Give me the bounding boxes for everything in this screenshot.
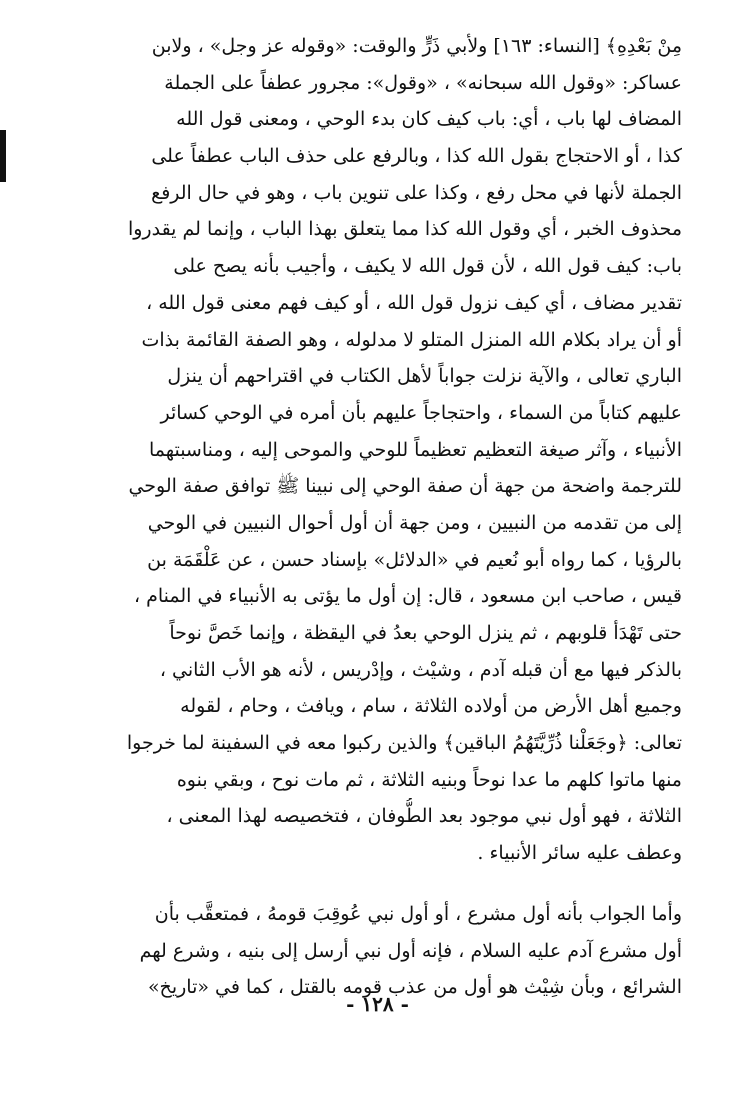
text-line: الشرائع ، وبأن شِيْث هو أول من عذب قومه بالقتل ، كما في «تاريخ» <box>147 976 682 999</box>
text-line: وجميع أهل الأرض من أولاده الثلاثة ، سام ، ويافث ، وحام ، لقوله <box>180 695 682 718</box>
paragraph-gap <box>104 872 682 896</box>
text-line: الباري تعالى ، والآية نزلت جواباً لأهل الكتاب في اقتراحهم أن ينزل <box>167 365 682 388</box>
text-line: إلى من تقدمه من النبيين ، ومن جهة أن أول أحوال النبيين في الوحي <box>147 511 682 534</box>
text-line: عليهم كتاباً من السماء ، واحتجاجاً عليهم بأن أمره في الوحي كسائر <box>160 401 682 424</box>
text-line: وأما الجواب بأنه أول مشرع ، أو أول نبي عُوقِبَ قومهُ ، فمتعقَّب بأن <box>154 902 682 925</box>
text-line: بالرؤيا ، كما رواه أبو نُعيم في «الدلائل» بإسناد حسن ، عن عَلْقَمَة بن <box>147 548 682 571</box>
text-line: للترجمة واضحة من جهة أن صفة الوحي إلى نبينا ﷺ توافق صفة الوحي <box>128 475 682 498</box>
text-line: وعطف عليه سائر الأنبياء . <box>477 842 682 865</box>
text-line: أو أن يراد بكلام الله المنزل المتلو لا مدلوله ، وهو الصفة القائمة بذات <box>141 328 682 351</box>
text-line: تقدير مضاف ، أي كيف نزول قول الله ، أو كيف فهم معنى قول الله ، <box>146 291 682 314</box>
text-line: تعالى: ﴿وجَعَلْنا ذُرِّيَّتَهُمُ الباقين﴾ والذين ركبوا معه في السفينة لما خرجوا <box>126 732 682 755</box>
text-line: عساكر: «وقول الله سبحانه» ، «وقول»: مجرور عطفاً على الجملة <box>164 71 682 94</box>
text-line: الأنبياء ، وآثر صيغة التعظيم تعظيماً للوحي والموحى إليه ، ومناسبتهما <box>148 438 682 461</box>
text-line: المضاف لها باب ، أي: باب كيف كان بدء الوحي ، ومعنى قول الله <box>176 108 682 131</box>
text-line: أول مشرع آدم عليه السلام ، فإنه أول نبي أرسل إلى بنيه ، وشرع لهم <box>139 939 682 962</box>
text-line: الجملة لأنها في محل رفع ، وكذا على تنوين باب ، وهو في حال الرفع <box>151 181 682 204</box>
main-text <box>104 28 682 1006</box>
scan-margin-mark <box>0 130 6 182</box>
text-line: بالذكر فيها مع أن قبله آدم ، وشيْث ، وإدْريس ، لأنه هو الأب الثاني ، <box>159 658 682 681</box>
text-line: مِنْ بَعْدِهِ﴾ [النساء: ١٦٣] ولأبي ذَرٍّ والوقت: «وقوله عز وجل» ، ولابن <box>151 35 682 57</box>
page-number: - ١٢٨ - <box>346 992 409 1016</box>
text-line: كذا ، أو الاحتجاج بقول الله كذا ، وبالرفع على حذف الباب عطفاً على <box>151 145 682 168</box>
text-line: منها ماتوا كلهم ما عدا نوحاً وبنيه الثلاثة ، ثم مات نوح ، وبقي بنوه <box>176 768 682 791</box>
text-line: الثلاثة ، فهو أول نبي موجود بعد الطُّوفان ، فتخصيصه لهذا المعنى ، <box>166 805 682 828</box>
text-line: باب: كيف قول الله ، لأن قول الله لا يكيف ، وأجيب بأنه يصح على <box>173 255 682 278</box>
text-line: محذوف الخبر ، أي وقول الله كذا مما يتعلق بهذا الباب ، وإنما لم يقدروا <box>127 218 682 241</box>
text-line: قيس ، صاحب ابن مسعود ، قال: إن أول ما يؤتى به الأنبياء في المنام ، <box>133 585 682 608</box>
text-line: حتى تَهْدَأ قلوبهم ، ثم ينزل الوحي بعدُ في اليقظة ، وإنما خَصَّ نوحاً <box>169 622 682 644</box>
